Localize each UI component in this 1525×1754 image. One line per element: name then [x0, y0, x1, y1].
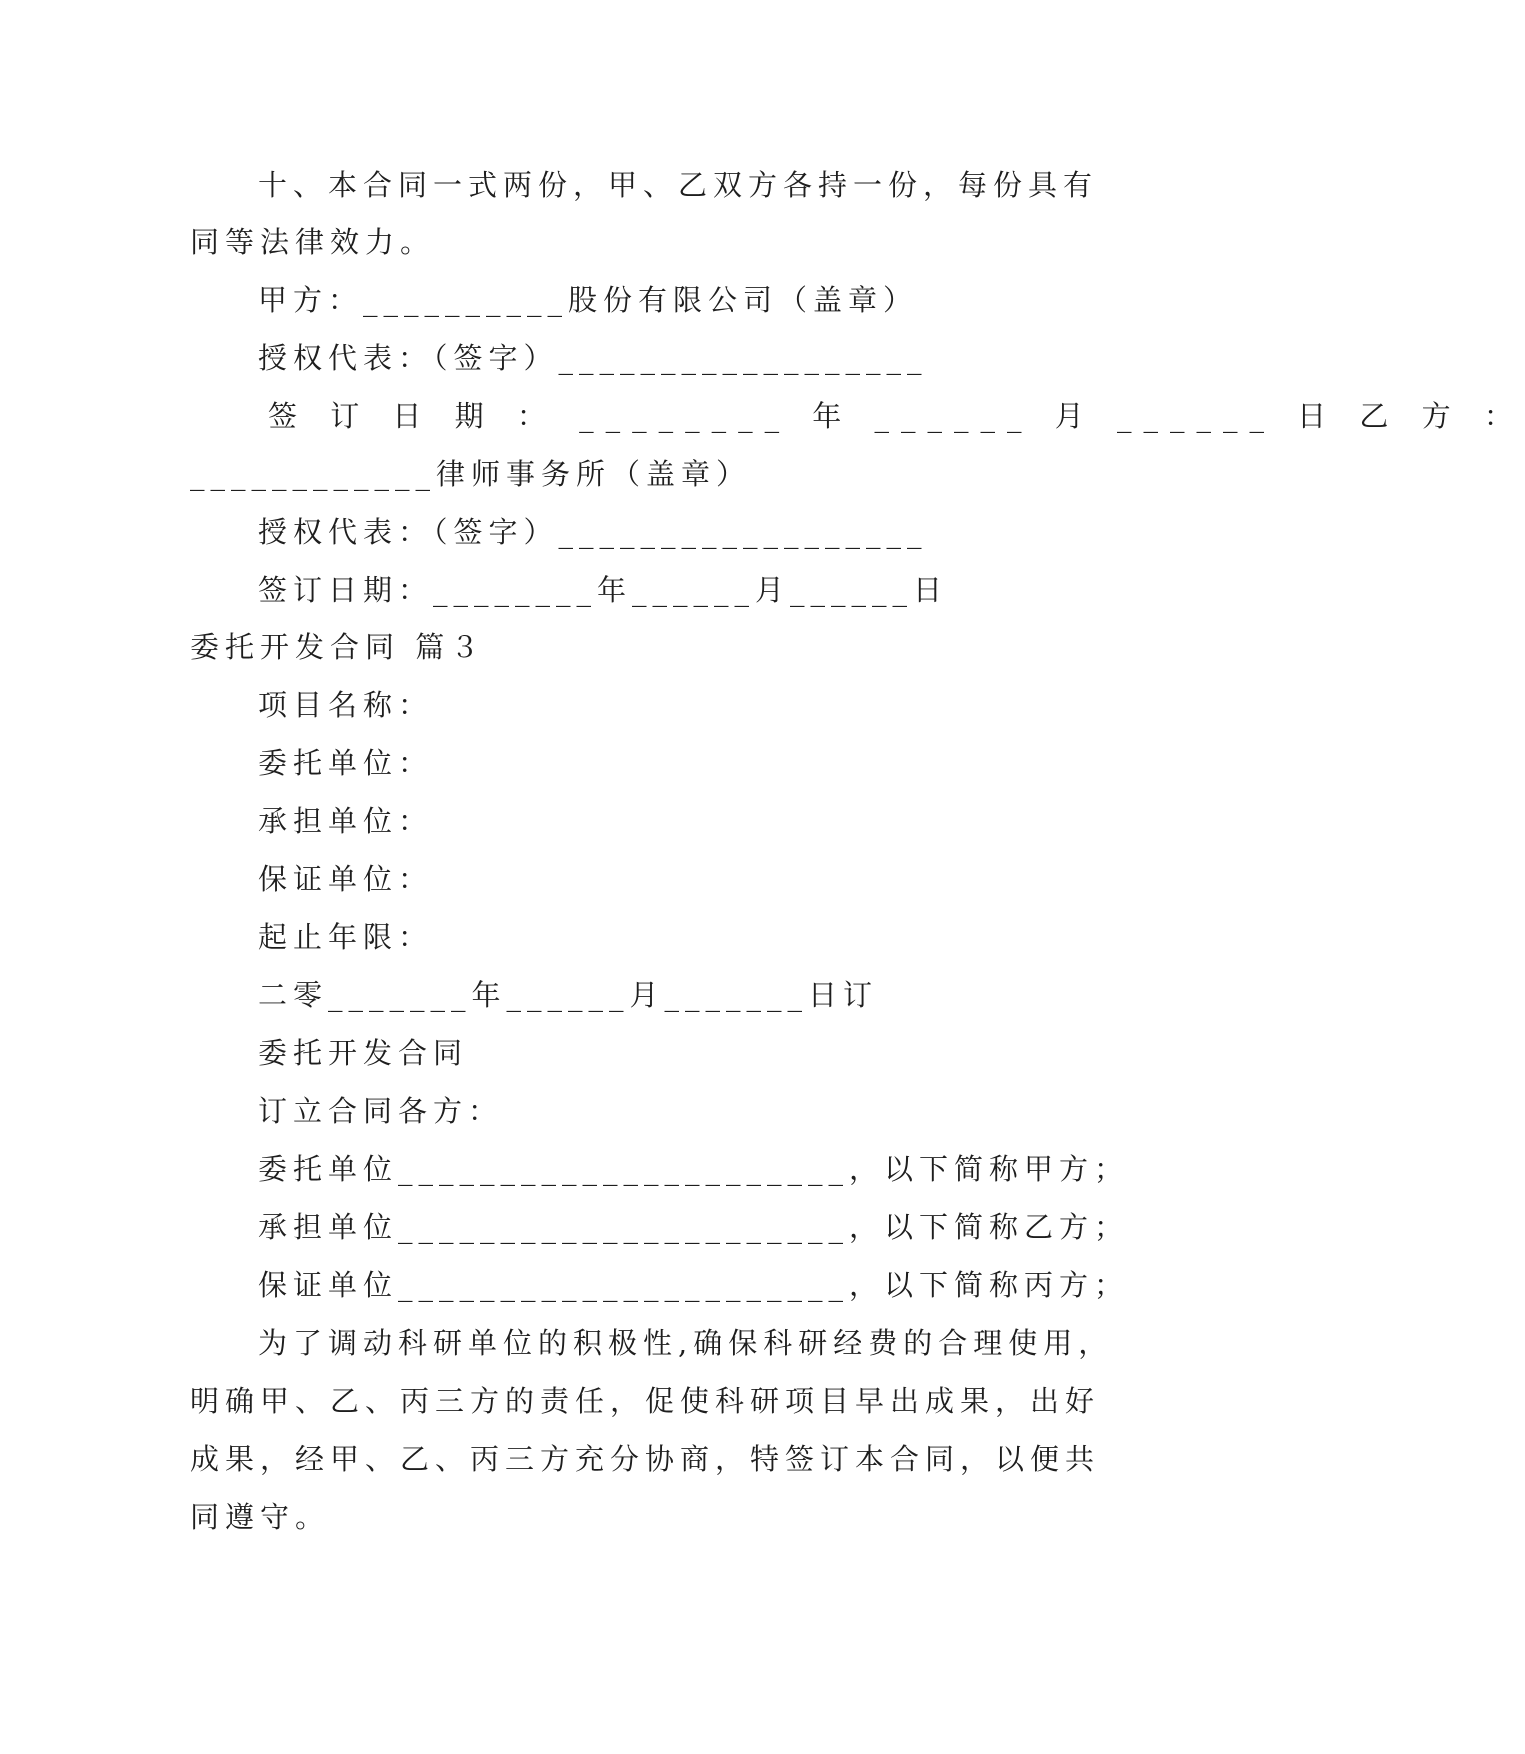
client-unit-field: 委托单位：	[258, 746, 434, 780]
preamble-paragraph-cont-2: 成果，经甲、乙、丙三方充分协商，特签订本合同，以便共	[190, 1442, 1101, 1476]
preamble-paragraph-cont-3: 同遵守。	[190, 1500, 331, 1534]
preamble-paragraph-cont-1: 明确甲、乙、丙三方的责任，促使科研项目早出成果，出好	[190, 1384, 1101, 1418]
party-a-signatory-line: 授权代表：（签字）__________________	[258, 341, 928, 375]
contractor-unit-field: 承担单位：	[258, 804, 434, 838]
party-b-signatory-line: 授权代表：（签字）__________________	[258, 515, 928, 549]
party-b-date-line: 签订日期：________年______月______日	[258, 573, 949, 607]
parties-heading: 订立合同各方：	[258, 1094, 504, 1128]
preamble-paragraph: 为了调动科研单位的积极性,确保科研经费的合理使用，	[258, 1326, 1114, 1360]
signing-date-field: 二零_______年______月_______日订	[258, 978, 879, 1012]
party-b-line: ____________律师事务所（盖章）	[190, 457, 752, 491]
section-heading: 委托开发合同 篇３	[190, 630, 486, 664]
paragraph-clause-ten-cont: 同等法律效力。	[190, 225, 436, 259]
party-a-line: 甲方：__________股份有限公司（盖章）	[258, 283, 919, 317]
party-b-definition: 承担单位______________________，以下简称乙方；	[258, 1210, 1130, 1244]
project-name-field: 项目名称：	[258, 688, 434, 722]
party-a-definition: 委托单位______________________，以下简称甲方；	[258, 1152, 1130, 1186]
guarantor-unit-field: 保证单位：	[258, 862, 434, 896]
party-a-date-line: 签 订 日 期 ： ________ 年 ______ 月 ______ 日 乙 方 ：	[268, 399, 1525, 433]
party-c-definition: 保证单位______________________，以下简称丙方；	[258, 1268, 1130, 1302]
paragraph-clause-ten: 十、本合同一式两份，甲、乙双方各持一份，每份具有	[258, 168, 1099, 202]
term-field: 起止年限：	[258, 920, 434, 954]
contract-title: 委托开发合同	[258, 1036, 469, 1070]
